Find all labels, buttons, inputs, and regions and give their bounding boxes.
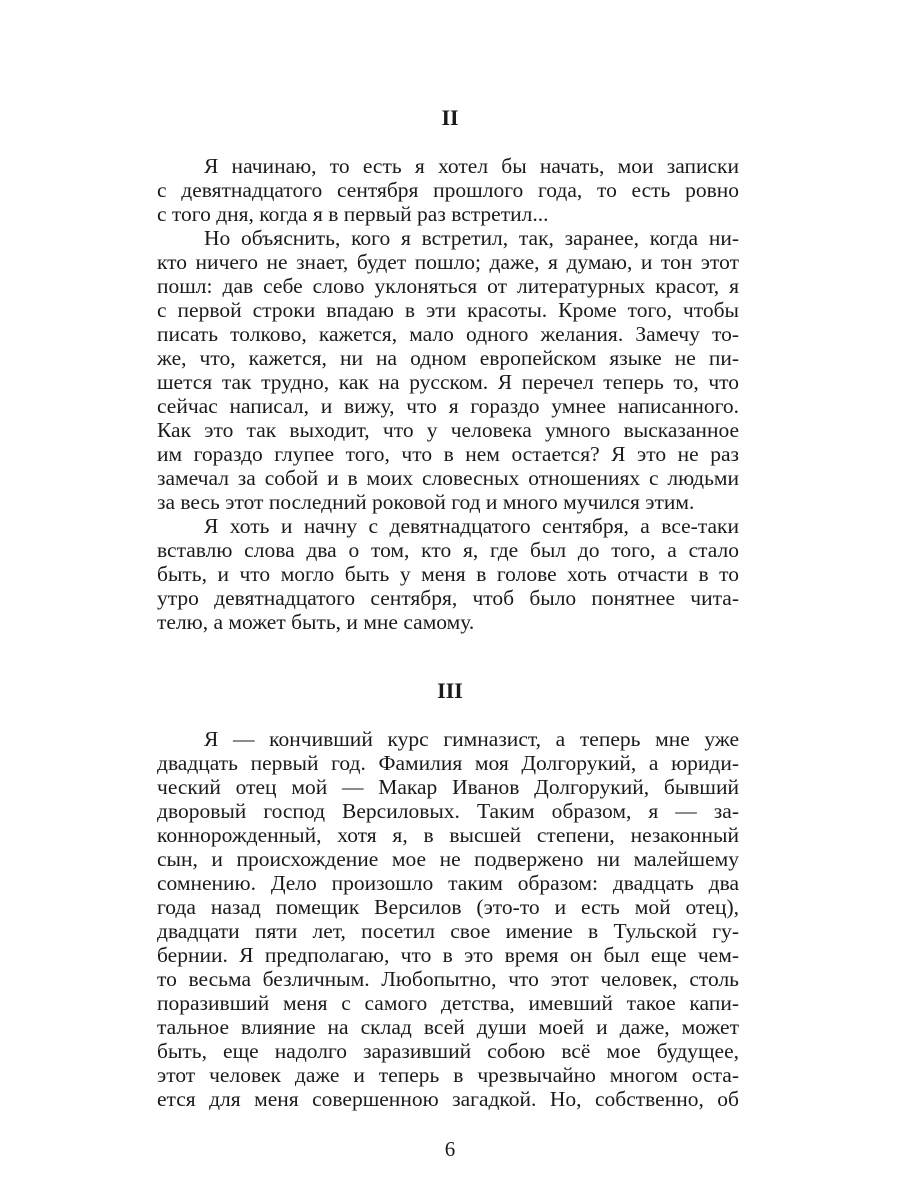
text-line: за весь этот последний роковой год и много мучился этим.: [157, 490, 695, 514]
text-line: двадцати пяти лет, посетил свое имение в Тульской гу-: [157, 919, 739, 943]
text-line: быть, и что могло быть у меня в голове хоть отчасти в то: [157, 562, 739, 586]
text-line: с того дня, когда я в первый раз встретил...: [157, 202, 549, 226]
text-line: же, что, кажется, ни на одном европейском языке не пи-: [157, 346, 739, 370]
text-line: телю, а может быть, и мне самому.: [157, 610, 475, 634]
text-line: Я — кончивший курс гимназист, а теперь мне уже: [204, 727, 739, 751]
text-line: с девятнадцатого сентября прошлого года, то есть ровно: [157, 178, 739, 202]
section-heading-ii: II: [441, 105, 459, 130]
text-line: Я начинаю, то есть я хотел бы начать, мои записки: [204, 154, 739, 178]
text-line: Я хоть и начну с девятнадцатого сентября, а все-таки: [204, 514, 739, 538]
text-line: утро девятнадцатого сентября, чтоб было понятнее чита-: [157, 586, 739, 610]
text-line: Но объяснить, кого я встретил, так, заранее, когда ни-: [204, 226, 739, 250]
text-line: года назад помещик Версилов (это-то и есть мой отец),: [157, 895, 739, 919]
text-line: ется для меня совершенною загадкой. Но, собственно, об: [157, 1087, 739, 1111]
text-line: сын, и происхождение мое не подвержено ни малейшему: [157, 847, 739, 871]
text-line: Как это так выходит, что у человека умного высказанное: [157, 418, 739, 442]
text-line: сомнению. Дело произошло таким образом: двадцать два: [157, 871, 739, 895]
text-line: тальное влияние на склад всей души моей и даже, может: [157, 1015, 739, 1039]
text-line: бернии. Я предполагаю, что в это время он был еще чем-: [157, 943, 739, 967]
text-line: писать толково, кажется, мало одного желания. Замечу то-: [157, 322, 739, 346]
text-line: сейчас написал, и вижу, что я гораздо умнее написанного.: [157, 394, 739, 418]
text-line: с первой строки впадаю в эти красоты. Кроме того, чтобы: [157, 298, 739, 322]
text-line: быть, еще надолго заразивший собою всё мое будущее,: [157, 1039, 739, 1063]
text-line: им гораздо глупее того, что в нем остается? Я это не раз: [157, 442, 739, 466]
text-line: поразивший меня с самого детства, имевший такое капи-: [157, 991, 739, 1015]
text-line: то весьма безличным. Любопытно, что этот человек, столь: [157, 967, 739, 991]
text-line: коннорожденный, хотя я, в высшей степени, незаконный: [157, 823, 739, 847]
text-line: шется так трудно, как на русском. Я перечел теперь то, что: [157, 370, 739, 394]
text-line: дворовый господ Версиловых. Таким образом, я — за-: [157, 799, 739, 823]
page-number: 6: [444, 1137, 456, 1161]
section-heading-iii: III: [437, 678, 463, 703]
text-line: ческий отец мой — Макар Иванов Долгорукий, бывший: [157, 775, 739, 799]
text-line: вставлю слова два о том, кто я, где был до того, а стало: [157, 538, 739, 562]
text-line: этот человек даже и теперь в чрезвычайно многом оста-: [157, 1063, 739, 1087]
text-line: кто ничего не знает, будет пошло; даже, я думаю, и тон этот: [157, 250, 739, 274]
text-line: двадцать первый год. Фамилия моя Долгорукий, а юриди-: [157, 751, 739, 775]
text-line: замечал за собой и в моих словесных отношениях с людьми: [157, 466, 739, 490]
text-line: пошл: дав себе слово уклоняться от литературных красот, я: [157, 274, 739, 298]
